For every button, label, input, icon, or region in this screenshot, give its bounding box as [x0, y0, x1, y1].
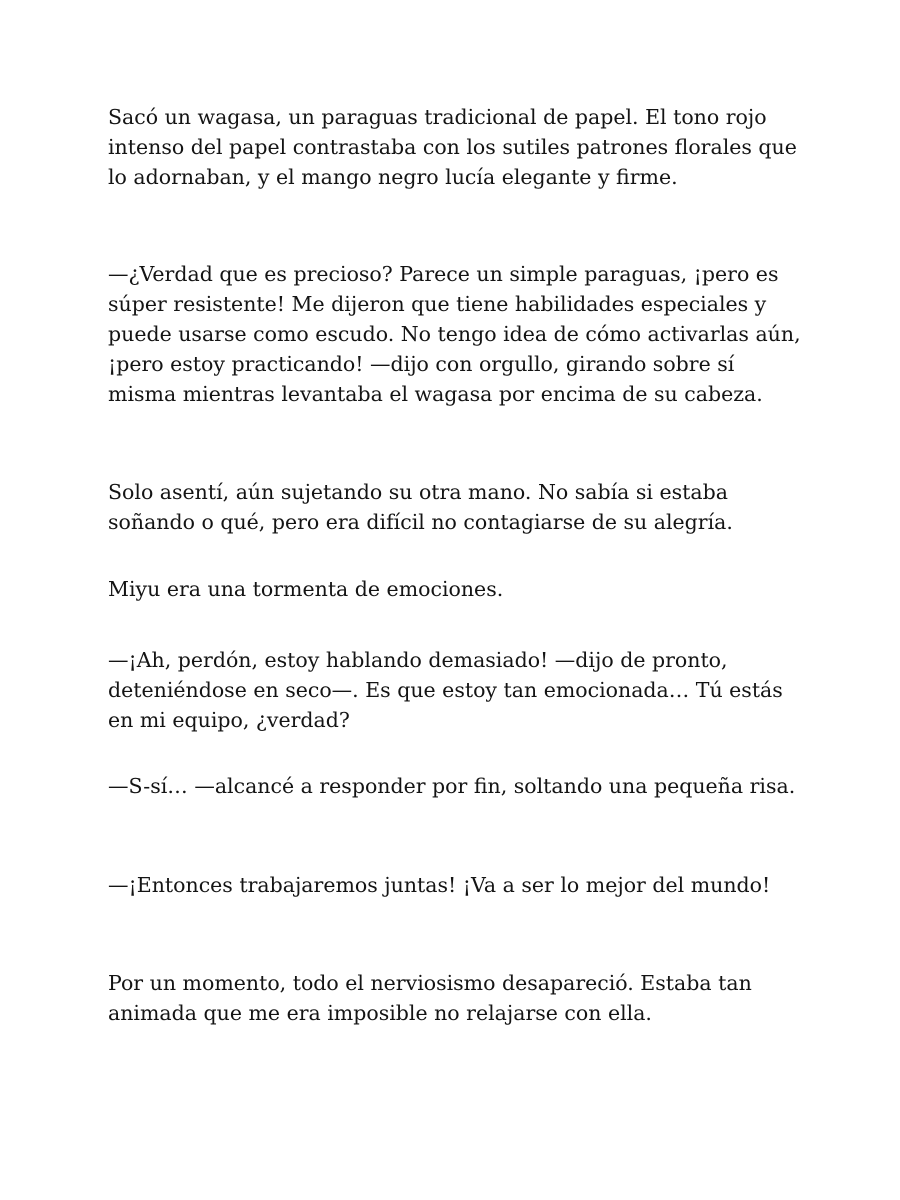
paragraph-dialogue-sorry: —¡Ah, perdón, estoy hablando demasiado! —dijo de pronto, deteniéndose en seco—. Es que estoy tan emocionada… Tú estás en mi equipo, ¿verdad? [108, 648, 783, 732]
paragraph-dialogue-yes: —S-sí… —alcancé a responder por fin, soltando una pequeña risa. [108, 774, 796, 798]
paragraph-nervousness-gone: Por un momento, todo el nerviosismo desapareció. Estaba tan animada que me era imposible no relajarse con ella. [108, 971, 752, 1025]
paragraph-dialogue-together: —¡Entonces trabajaremos juntas! ¡Va a ser lo mejor del mundo! [108, 873, 771, 897]
paragraph-dialogue-precious-umbrella: —¿Verdad que es precioso? Parece un simple paraguas, ¡pero es súper resistente! Me dijeron que tiene habilidades especiales y puede usarse como escudo. No tengo idea de cómo activarlas aún, ¡pero estoy practicando! —dijo con orgullo, girando sobre sí misma mientras levantaba el wagasa por encima de su cabeza. [108, 262, 801, 406]
paragraph-miyu-emotions: Miyu era una tormenta de emociones. [108, 577, 504, 601]
paragraph-nodded: Solo asentí, aún sujetando su otra mano. No sabía si estaba soñando o qué, pero era difícil no contagiarse de su alegría. [108, 480, 733, 534]
paragraph-wagasa-description: Sacó un wagasa, un paraguas tradicional de papel. El tono rojo intenso del papel contrastaba con los sutiles patrones florales que lo adornaban, y el mango negro lucía elegante y firme. [108, 105, 797, 189]
